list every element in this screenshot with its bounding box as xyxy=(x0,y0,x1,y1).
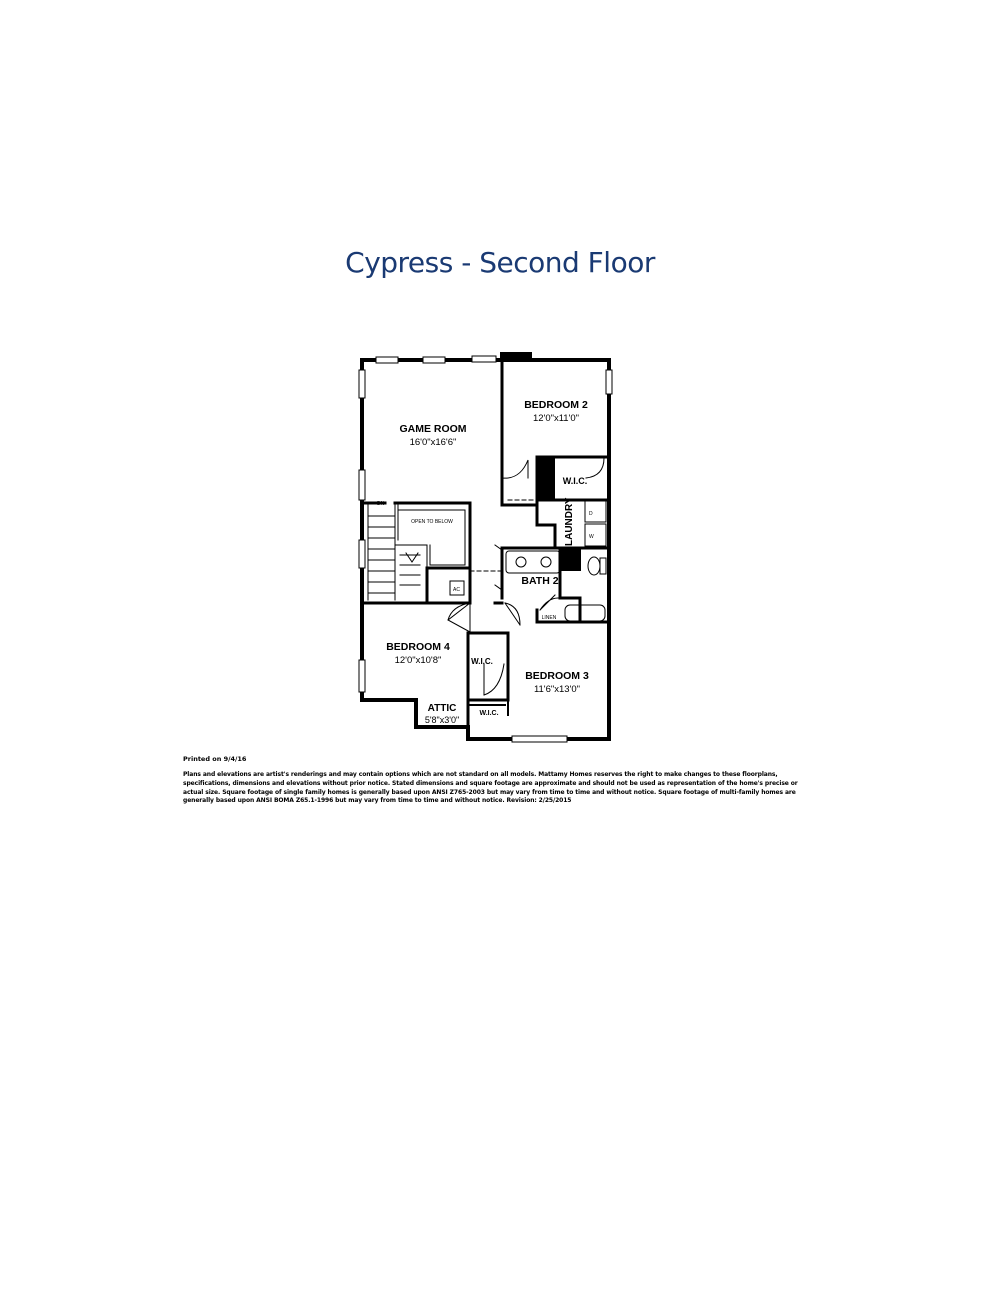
attic-label: ATTIC xyxy=(427,703,457,714)
dryer-label: D xyxy=(589,511,593,517)
dn-label: DN xyxy=(377,501,385,507)
ac-label: AC xyxy=(453,587,460,593)
washer-label: W xyxy=(589,534,594,540)
printed-date: Printed on 9/4/16 xyxy=(183,755,247,763)
bedroom4-label: BEDROOM 4 xyxy=(386,641,450,653)
wic-bed3-label: W.I.C. xyxy=(479,710,499,717)
chase-block xyxy=(500,352,532,358)
game-room-dim: 16'0"x16'6" xyxy=(409,437,457,448)
bath2-label: BATH 2 xyxy=(521,575,559,587)
interior-wall xyxy=(362,503,470,568)
bedroom4-dim: 12'0"x10'8" xyxy=(394,655,442,666)
window xyxy=(472,356,496,362)
laundry-label: LAUNDRY xyxy=(564,497,575,546)
window xyxy=(423,357,445,363)
bedroom2-dim: 12'0"x11'0" xyxy=(532,413,580,424)
chase-block xyxy=(561,549,581,571)
window xyxy=(359,660,365,692)
window xyxy=(359,540,365,568)
linen-label: LINEN xyxy=(541,615,557,621)
bedroom3-dim: 11'6"x13'0" xyxy=(533,684,581,695)
page-title: Cypress - Second Floor xyxy=(345,246,655,279)
window xyxy=(606,370,612,394)
open-to-below-label: OPEN TO BELOW xyxy=(411,519,453,525)
window xyxy=(359,470,365,500)
chase-block xyxy=(538,458,555,500)
interior-wall xyxy=(468,633,508,739)
disclaimer-text: Plans and elevations are artist's renderings and may contain options which are not standard on all models. Mattamy Homes reserves the right to make changes to these floorplans, specifications, dimensions and elevations without prior notice. Stated dimensions and square footage are approximate and should not be used as representation of the home's precise or actual size. Square footage of single family homes is generally based upon ANSI Z765-2003 but may vary from time to time and without notice. Square footage of multi-family homes are generally based upon ANSI BOMA Z65.1-1996 but may vary from time to time and without notice. Revision: 2/25/2015 xyxy=(183,771,798,805)
interior-wall xyxy=(502,362,537,505)
wic-bed4-label: W.I.C. xyxy=(471,657,493,666)
bedroom2-label: BEDROOM 2 xyxy=(524,399,588,411)
game-room-label: GAME ROOM xyxy=(399,423,467,435)
window xyxy=(512,736,567,742)
window xyxy=(376,357,398,363)
window xyxy=(359,370,365,398)
attic-dim: 5'8"x3'0" xyxy=(424,715,460,725)
wic-bed2-label: W.I.C. xyxy=(562,476,588,486)
bedroom3-label: BEDROOM 3 xyxy=(525,670,589,682)
